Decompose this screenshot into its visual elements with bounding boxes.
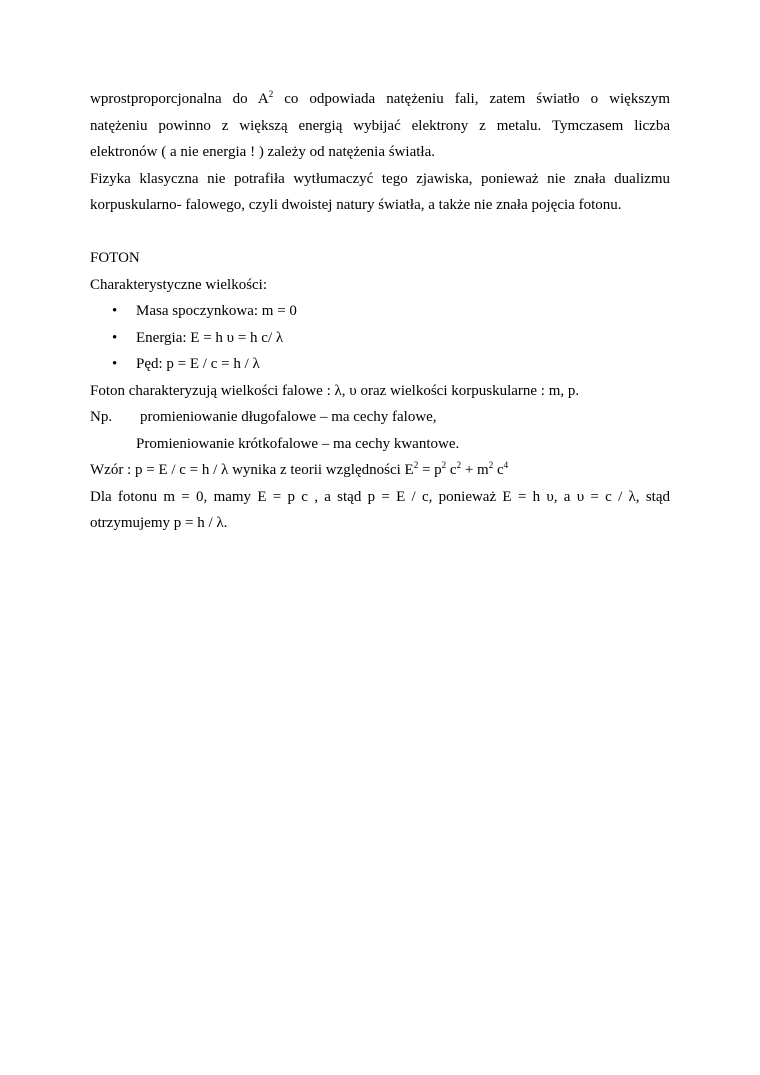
photon-properties: Foton charakteryzują wielkości falowe : λ, υ oraz wielkości korpuskularne : m, p. <box>90 382 580 399</box>
text-fragment: Wzór : p = E / c = h / λ wynika z teorii względności E <box>90 462 414 478</box>
superscript: 2 <box>488 460 494 470</box>
superscript: 2 <box>268 89 274 99</box>
text-fragment: = p <box>418 462 442 478</box>
list-item-text: Masa spoczynkowa: m = 0 <box>136 303 297 319</box>
document-page <box>90 86 670 537</box>
bullet-icon: • <box>112 356 118 372</box>
text-fragment: co odpowiada natężeniu fali, zatem światło o większym <box>273 91 670 107</box>
superscript: 2 <box>441 460 447 470</box>
list-item <box>90 351 670 378</box>
list-item-text: Pęd: p = E / c = h / λ <box>136 356 260 372</box>
blank-line <box>90 219 670 246</box>
section-heading: FOTON <box>90 250 140 266</box>
example-text: promieniowanie długofalowe – ma cechy falowe, <box>140 409 437 425</box>
list-item <box>90 298 670 325</box>
bullet-icon: • <box>112 329 118 346</box>
example-line <box>90 404 670 431</box>
example-label: Np. <box>90 409 113 425</box>
paragraph-line: korpuskularno- falowego, czyli dwoistej natury światła, a także nie znała pojęcia fotonu. <box>90 197 622 213</box>
list-item <box>90 325 670 352</box>
paragraph-line: natężeniu powinno z większą energią wybijać elektrony z metalu. Tymczasem liczba <box>90 117 670 134</box>
formula-line <box>90 457 670 484</box>
superscript: 4 <box>503 460 509 470</box>
paragraph-line: Dla fotonu m = 0, mamy E = p c , a stąd p = E / c, ponieważ E = h υ, a υ = c / λ, stąd <box>90 488 670 505</box>
text-fragment: c <box>493 462 504 478</box>
property-list <box>90 298 670 378</box>
text-fragment: wprostproporcjonalna do A <box>90 91 269 107</box>
list-item-text: Energia: E = h υ = h c/ λ <box>136 329 284 346</box>
example-line: Promieniowanie krótkofalowe – ma cechy kwantowe. <box>136 435 460 452</box>
text-fragment: c <box>446 462 457 478</box>
bullet-icon: • <box>112 303 118 319</box>
superscript: 2 <box>456 460 462 470</box>
paragraph-line: Fizyka klasyczna nie potrafiła wytłumaczyć tego zjawiska, ponieważ nie znała dualizmu <box>90 170 670 187</box>
subheading: Charakterystyczne wielkości: <box>90 276 268 293</box>
paragraph-line: otrzymujemy p = h / λ. <box>90 515 228 531</box>
paragraph-line <box>90 86 670 113</box>
paragraph-line: elektronów ( a nie energia ! ) zależy od natężenia światła. <box>90 144 435 160</box>
text-fragment: + m <box>461 462 489 478</box>
superscript: 2 <box>413 460 419 470</box>
